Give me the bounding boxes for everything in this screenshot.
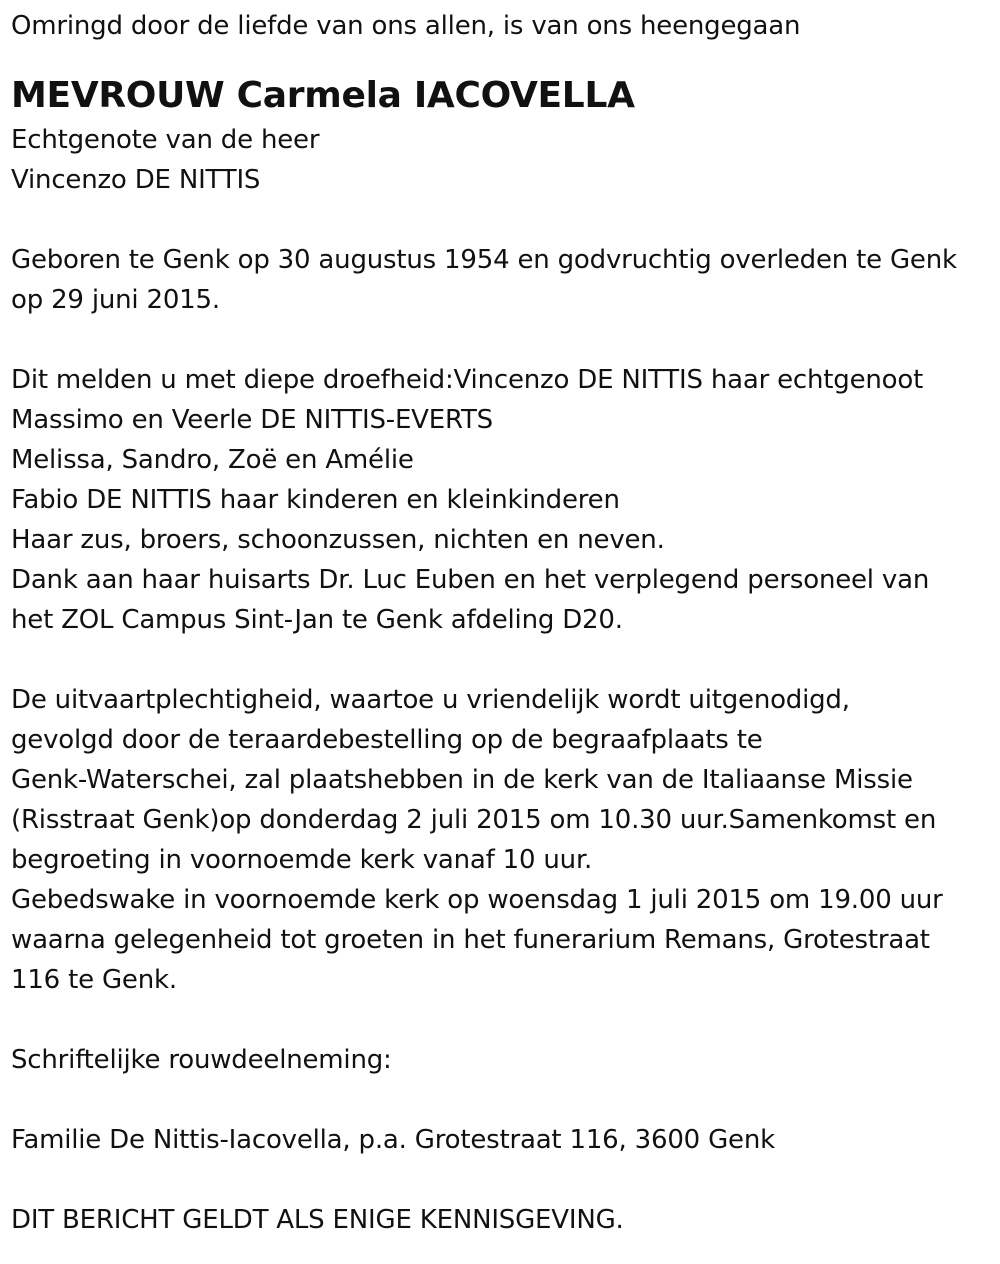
spacer: [11, 200, 991, 240]
birth-death-line: Geboren te Genk op 30 augustus 1954 en godvruchtig overleden te Genk: [11, 245, 957, 275]
deceased-name: MEVROUW Carmela IACOVELLA: [11, 75, 635, 116]
family-line: Dit melden u met diepe droefheid:Vincenzo DE NITTIS haar echtgenoot: [11, 365, 924, 395]
spacer: [11, 320, 991, 360]
condolence-label: Schriftelijke rouwdeelneming:: [11, 1045, 392, 1075]
death-notice: [11, 6, 991, 1240]
ceremony-line: (Risstraat Genk)op donderdag 2 juli 2015 om 10.30 uur.Samenkomst en: [11, 805, 937, 835]
notice-text: DIT BERICHT GELDT ALS ENIGE KENNISGEVING.: [11, 1205, 624, 1235]
spouse-line: Echtgenote van de heer: [11, 125, 320, 155]
family-line: het ZOL Campus Sint-Jan te Genk afdeling D20.: [11, 605, 623, 635]
family-line: Fabio DE NITTIS haar kinderen en kleinkinderen: [11, 485, 620, 515]
ceremony-line: gevolgd door de teraardebestelling op de begraafplaats te: [11, 725, 763, 755]
birth-death-line: op 29 juni 2015.: [11, 285, 220, 315]
spacer: [11, 640, 991, 680]
spouse-line: Vincenzo DE NITTIS: [11, 165, 261, 195]
family-line: Melissa, Sandro, Zoë en Amélie: [11, 445, 414, 475]
family-address: Familie De Nittis-Iacovella, p.a. Grotestraat 116, 3600 Genk: [11, 1125, 775, 1155]
ceremony-line: begroeting in voornoemde kerk vanaf 10 uur.: [11, 845, 593, 875]
intro-text: Omringd door de liefde van ons allen, is van ons heengegaan: [11, 11, 801, 41]
ceremony-line: Genk-Waterschei, zal plaatshebben in de kerk van de Italiaanse Missie: [11, 765, 913, 795]
family-line: Haar zus, broers, schoonzussen, nichten en neven.: [11, 525, 665, 555]
spacer: [11, 1080, 991, 1120]
ceremony-line: Gebedswake in voornoemde kerk op woensdag 1 juli 2015 om 19.00 uur: [11, 885, 943, 915]
family-line: Dank aan haar huisarts Dr. Luc Euben en het verplegend personeel van: [11, 565, 930, 595]
ceremony-line: 116 te Genk.: [11, 965, 177, 995]
spacer: [11, 1000, 991, 1040]
spacer: [11, 1160, 991, 1200]
ceremony-line: De uitvaartplechtigheid, waartoe u vriendelijk wordt uitgenodigd,: [11, 685, 850, 715]
family-line: Massimo en Veerle DE NITTIS-EVERTS: [11, 405, 493, 435]
ceremony-line: waarna gelegenheid tot groeten in het funerarium Remans, Grotestraat: [11, 925, 930, 955]
